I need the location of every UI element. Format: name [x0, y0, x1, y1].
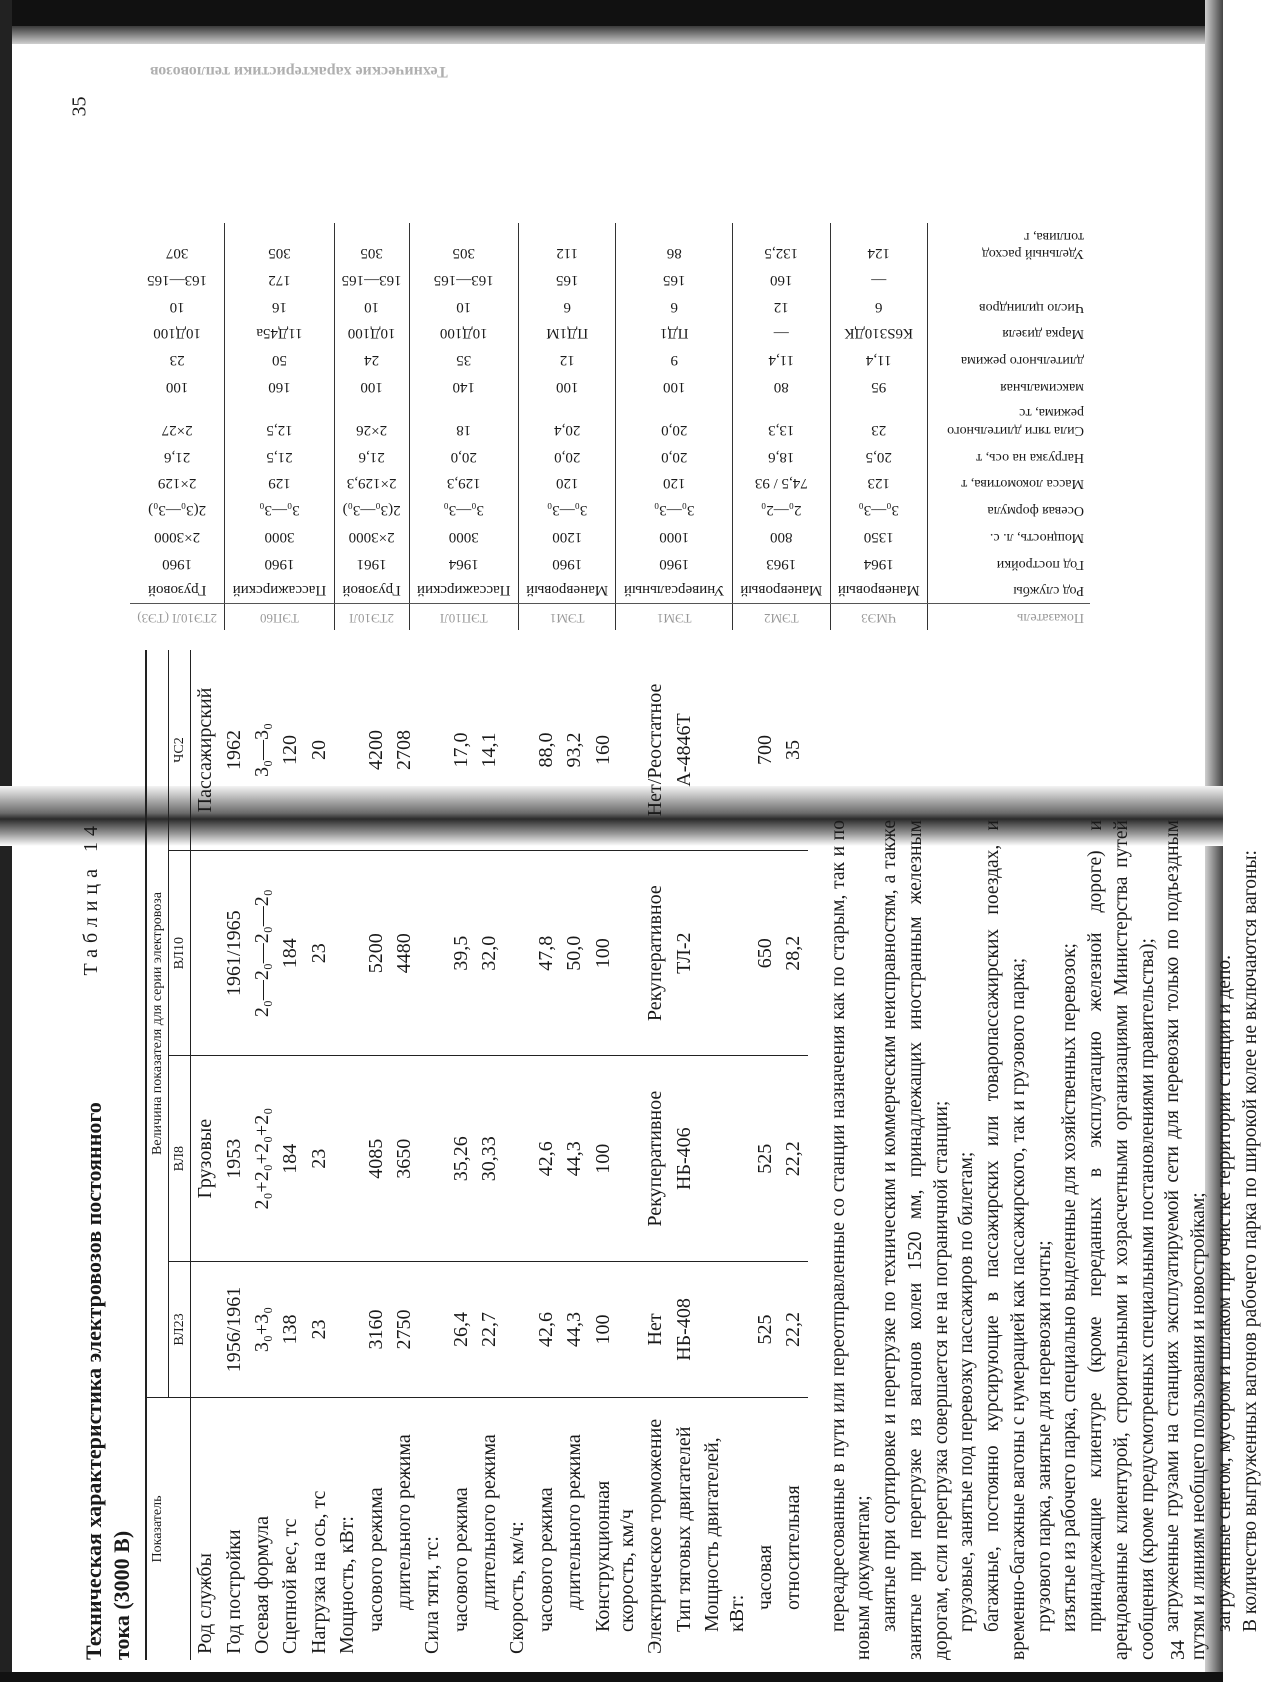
row-label: Масса локомотива, т [961, 476, 1084, 492]
cell: 120 [616, 470, 733, 497]
cell: 10 [130, 293, 225, 320]
table-row [130, 373, 1090, 400]
cell: 21,6 [130, 443, 225, 470]
row-label: Мощность двигателей, кВт: [701, 1437, 748, 1632]
cell: 35 [779, 650, 807, 850]
paragraph: изъятые из рабочего парка, специально выделенные для хозяйственных перевозок; [1059, 943, 1081, 1632]
diesel-locomotive-table [130, 223, 1090, 630]
table-row [130, 470, 1090, 497]
row-label: Год постройки [222, 1529, 245, 1654]
cell: 4085 [362, 1056, 390, 1261]
cell: К6S310ДК [830, 320, 927, 347]
cell: 23 [305, 850, 333, 1055]
cell: НБ-408 [670, 1261, 698, 1397]
cell [418, 1261, 446, 1397]
row-label: Тип тяговых двигателей [672, 1426, 695, 1632]
cell: 10 [409, 293, 518, 320]
cell: 21,5 [225, 443, 334, 470]
cell: 100 [518, 373, 615, 400]
cell [503, 1261, 531, 1397]
cell: 100 [589, 1056, 642, 1261]
table-row [503, 650, 531, 1660]
row-label: Число цилиндров [979, 299, 1084, 315]
row-label: Род службы [194, 1553, 217, 1654]
cell: 123 [830, 470, 927, 497]
cell: 1956/1961 [220, 1261, 248, 1397]
paragraph: В количество выгруженных вагонов рабочего парка по широкой колее не включаются вагоны: [1239, 850, 1261, 1632]
cell: 100 [616, 373, 733, 400]
cell: 3000 [225, 523, 334, 550]
cell: 86 [616, 223, 733, 266]
cell: 20,0 [409, 443, 518, 470]
upper-table [130, 120, 1090, 640]
cell: 26,4 [447, 1261, 475, 1397]
cell: 30,33 [475, 1056, 503, 1261]
cell: 129 [225, 470, 334, 497]
table-body [191, 650, 808, 1660]
series-header: 2ТЭ10Л [334, 604, 409, 630]
cell [503, 850, 531, 1055]
cell: 18 [409, 400, 518, 443]
cell: 305 [409, 223, 518, 266]
table-title: Техническая характеристика электровозов постоянного тока (3000 В) [81, 1102, 134, 1660]
cell: 21,6 [334, 443, 409, 470]
table-row [418, 650, 446, 1660]
cell: 35,26 [447, 1056, 475, 1261]
cell: 95 [830, 373, 927, 400]
row-label [928, 266, 1091, 293]
cell: 32,0 [475, 850, 503, 1055]
cell: 100 [130, 373, 225, 400]
row-label: Марка дизеля [1002, 326, 1084, 342]
cell: Пассажирский [225, 577, 334, 604]
cell: 2₀—2₀ [733, 497, 830, 524]
cell: 3₀—3₀ [830, 497, 927, 524]
cell: 2₀—2₀—2₀—2₀ [248, 850, 276, 1055]
table-row [130, 497, 1090, 524]
cell: 3₀—3₀ [616, 497, 733, 524]
cell: Нет [641, 1261, 669, 1397]
table-row [698, 650, 751, 1660]
cell: 3₀—3₀ [409, 497, 518, 524]
cell: Рекуперативное [641, 850, 669, 1055]
cell: 80 [733, 373, 830, 400]
col-header-group: Величина показателя для серии электровоза [146, 650, 169, 1398]
cell: 1960 [225, 550, 334, 577]
cell: 525 [751, 1056, 779, 1261]
row-label: длительного режима [563, 1434, 586, 1610]
cell: 6 [616, 293, 733, 320]
table-row [130, 550, 1090, 577]
cell: 184 [276, 1056, 304, 1261]
cell: 23 [305, 1261, 333, 1397]
cell: 160 [589, 650, 642, 850]
cell: 20,0 [616, 400, 733, 443]
cell: 17,0 [447, 650, 475, 850]
cell: 20,4 [518, 400, 615, 443]
cell: 140 [409, 373, 518, 400]
table-row [362, 650, 390, 1660]
cell: 1960 [518, 550, 615, 577]
table-row [333, 650, 361, 1660]
cell: Грузовые [191, 1056, 220, 1261]
cell: Нет/Реостатное [641, 650, 669, 850]
row-label: длительного режима [960, 353, 1084, 369]
cell: 120 [518, 470, 615, 497]
cell: Пассажирский [191, 650, 220, 850]
table-row [751, 650, 779, 1660]
cell: 100 [334, 373, 409, 400]
cell: 1961/1965 [220, 850, 248, 1055]
cell: 16 [225, 293, 334, 320]
upper-page-number: 35 [68, 96, 91, 117]
cell: 13,3 [733, 400, 830, 443]
cell: 2(3₀—3₀) [334, 497, 409, 524]
cell: 10Д100 [130, 320, 225, 347]
cell [333, 850, 361, 1055]
cell [503, 1056, 531, 1261]
row-label: Сцепной вес, тс [279, 1518, 302, 1654]
cell: 100 [589, 850, 642, 1055]
table-row [475, 650, 503, 1660]
table-row [130, 577, 1090, 604]
series-header: 2ТЭ10Л (ТЭ3) [130, 604, 225, 630]
cell [333, 650, 361, 850]
cell: — [733, 320, 830, 347]
cell [503, 650, 531, 850]
row-label: Осевая формула [987, 503, 1084, 519]
row-label: Мощность, л. с. [989, 530, 1084, 545]
lower-page-number: 34 [1167, 1640, 1189, 1660]
row-label: максимальная [1000, 380, 1084, 395]
cell: Рекуперативное [641, 1056, 669, 1261]
row-label: часового режима [364, 1487, 387, 1632]
cell: Пассажирский [409, 577, 518, 604]
cell: 160 [733, 266, 830, 293]
cell [698, 650, 751, 850]
table-row [779, 650, 807, 1660]
paragraph: занятые при сортировке и перегрузке по техническим и коммерческим неисправностям, а также занятые при перегрузке из вагонов колеи 1520 мм, принадлежащих иностранным железным дорогам, если перегрузка совершается не на пограничной станции; [879, 820, 952, 1660]
col-header-indicator: Показатель [146, 1398, 191, 1661]
cell: 163—165 [130, 266, 225, 293]
cell: 129,3 [409, 470, 518, 497]
cell: 2×129,3 [334, 470, 409, 497]
cell: Маневровый [830, 577, 927, 604]
cell: 800 [733, 523, 830, 550]
cell: 138 [276, 1261, 304, 1397]
table-row [130, 523, 1090, 550]
table-row [589, 650, 642, 1660]
cell: 44,3 [560, 1261, 588, 1397]
cell: 1964 [409, 550, 518, 577]
electric-locomotive-table [145, 650, 808, 1660]
cell: 132,5 [733, 223, 830, 266]
table-row [220, 650, 248, 1660]
cell: 24 [334, 347, 409, 374]
paragraph: загруженные грузами на станциях эксплуатируемой сети для перевозки только по подъездным путям и линиям необщего пользования и новостройкам; [1162, 820, 1210, 1660]
cell: 42,6 [532, 1261, 560, 1397]
cell: 88,0 [532, 650, 560, 850]
cell: 23 [130, 347, 225, 374]
row-label: часовая [753, 1544, 776, 1610]
table-row [390, 650, 418, 1660]
upper-page-content [68, 63, 1090, 640]
cell: 2×3000 [130, 523, 225, 550]
cell: 2750 [390, 1261, 418, 1397]
cell: 112 [518, 223, 615, 266]
cell: 47,8 [532, 850, 560, 1055]
paragraph: грузового парка, занятые для перевозки почты; [1033, 1240, 1055, 1632]
row-label: Год постройки [996, 556, 1084, 572]
cell: 163—165 [409, 266, 518, 293]
cell [418, 850, 446, 1055]
cell: 3000 [409, 523, 518, 550]
cell: 4200 [362, 650, 390, 850]
table-row [560, 650, 588, 1660]
table-row [130, 223, 1090, 266]
cell: 2×129 [130, 470, 225, 497]
table-row [130, 400, 1090, 443]
cell: 42,6 [532, 1056, 560, 1261]
cell: 2×3000 [334, 523, 409, 550]
cell: НБ-406 [670, 1056, 698, 1261]
cell: 20 [305, 650, 333, 850]
cell: 184 [276, 850, 304, 1055]
table-row [447, 650, 475, 1660]
cell: 12 [733, 293, 830, 320]
cell: 10 [334, 293, 409, 320]
cell: 1200 [518, 523, 615, 550]
table-label: Таблица 14 [80, 820, 102, 976]
row-label: Электрическое торможение [644, 1418, 667, 1654]
cell: 2₀+2₀+2₀+2₀ [248, 1056, 276, 1261]
row-label: Осевая формула [250, 1516, 273, 1654]
cell: 28,2 [779, 850, 807, 1055]
cell: 20,5 [830, 443, 927, 470]
cell: 11,4 [830, 347, 927, 374]
cell: 93,2 [560, 650, 588, 850]
cell: 44,3 [560, 1056, 588, 1261]
cell: 307 [130, 223, 225, 266]
cell: 22,7 [475, 1261, 503, 1397]
series-header: ТЭМ1 [616, 604, 733, 630]
series-header-row [130, 604, 1090, 630]
cell: 1960 [616, 550, 733, 577]
cell: 1961 [334, 550, 409, 577]
cell: 700 [751, 650, 779, 850]
series-header: ТЭП10Л [409, 604, 518, 630]
cell [698, 1261, 751, 1397]
table-row [248, 650, 276, 1660]
series-header: ТЭП60 [225, 604, 334, 630]
row-label: часового режима [449, 1487, 472, 1632]
cell: 305 [225, 223, 334, 266]
row-label: Нагрузка на ось, т [976, 449, 1084, 465]
row-label: Конструкционная скорость, км/ч [591, 1480, 639, 1632]
cell: 23 [305, 1056, 333, 1261]
cell: 525 [751, 1261, 779, 1397]
cell: 124 [830, 223, 927, 266]
cell: Грузовой [130, 577, 225, 604]
cell: 39,5 [447, 850, 475, 1055]
col-header-indicator: Показатель [928, 604, 1091, 630]
cell [698, 850, 751, 1055]
cell: — [830, 266, 927, 293]
cell: 305 [334, 223, 409, 266]
cell: 1964 [830, 550, 927, 577]
series-header: ВЛ8 [169, 1056, 191, 1261]
cell: 1960 [130, 550, 225, 577]
row-label: Сила тяги длительного режима, тс [947, 405, 1084, 438]
cell [333, 1261, 361, 1397]
series-header: ТЭМ1 [518, 604, 615, 630]
cell: 50,0 [560, 850, 588, 1055]
cell: 1953 [220, 1056, 248, 1261]
cell: 14,1 [475, 650, 503, 850]
row-label: Мощность, кВт: [336, 1516, 359, 1654]
table-row [641, 650, 669, 1660]
cell: Маневровый [733, 577, 830, 604]
cell: 3₀—3₀ [518, 497, 615, 524]
cell: 2708 [390, 650, 418, 850]
cell: 22,2 [779, 1261, 807, 1397]
cell: 160 [225, 373, 334, 400]
table-row [532, 650, 560, 1660]
series-header: ТЭМ2 [733, 604, 830, 630]
cell [418, 650, 446, 850]
series-header: ВЛ23 [169, 1261, 191, 1397]
cell: 100 [589, 1261, 642, 1397]
cell: 23 [830, 400, 927, 443]
cell: 20,0 [616, 443, 733, 470]
cell: 12,5 [225, 400, 334, 443]
table-row [130, 266, 1090, 293]
row-label: Удельный расход топлива, г [982, 228, 1084, 262]
cell: 50 [225, 347, 334, 374]
row-label: Нагрузка на ось, тс [307, 1490, 330, 1654]
cell: Универсальный [616, 577, 733, 604]
table-row [305, 650, 333, 1660]
paragraph: принадлежащие клиентуре (кроме переданных в эксплуатацию железной дороге) и арендованные клиентурой, строительными и хозрасчетными организациями Министерства путей сообщения (кроме предусмотренных специальными постановлениями правительства); [1085, 820, 1158, 1660]
cell: 1962 [220, 650, 248, 850]
cell: 650 [751, 850, 779, 1055]
row-label: длительного режима [392, 1434, 415, 1610]
series-header: ЧМЭ3 [830, 604, 927, 630]
cell: 3₀—3₀ [248, 650, 276, 850]
paragraph: переадресованные в пути или переотправленные со станции назначения как по старым, так и по новым документам; [827, 820, 875, 1660]
cell: Маневровый [518, 577, 615, 604]
cell: ПД1 [616, 320, 733, 347]
cell: 165 [616, 266, 733, 293]
cell: 6 [518, 293, 615, 320]
cell: 1963 [733, 550, 830, 577]
paragraph: загруженные снегом, мусором и шлаком при очистке территории станции и депо. [1213, 954, 1235, 1632]
row-label: Скорость, км/ч: [506, 1521, 529, 1654]
cell: 1000 [616, 523, 733, 550]
cell: 10Д100 [334, 320, 409, 347]
cell: 1350 [830, 523, 927, 550]
cell: 5200 [362, 850, 390, 1055]
cell: 3650 [390, 1056, 418, 1261]
cell [191, 850, 220, 1055]
cell [698, 1056, 751, 1261]
cell: ПД1М [518, 320, 615, 347]
cell: 9 [616, 347, 733, 374]
row-label: часового режима [534, 1487, 557, 1632]
cell: 6 [830, 293, 927, 320]
cell: Грузовой [334, 577, 409, 604]
cell: 4480 [390, 850, 418, 1055]
cell: 22,2 [779, 1056, 807, 1261]
cell: 163—165 [334, 266, 409, 293]
table-row [276, 650, 304, 1660]
body-text [826, 820, 1263, 1660]
row-label: Сила тяги, тс: [421, 1536, 444, 1654]
table-row [130, 347, 1090, 374]
cell: 11,4 [733, 347, 830, 374]
cell: 74,5 / 93 [733, 470, 830, 497]
table-row [130, 443, 1090, 470]
cell [191, 1261, 220, 1397]
series-header: ВЛ10 [169, 850, 191, 1055]
cell: 3₀+3₀ [248, 1261, 276, 1397]
cell: 2×27 [130, 400, 225, 443]
table-row [670, 650, 698, 1660]
cell: 20,0 [518, 443, 615, 470]
row-label: Род службы [1013, 583, 1084, 599]
cell: 3160 [362, 1261, 390, 1397]
table-row [191, 650, 220, 1660]
paragraph: багажные, постоянно курсирующие в пассажирских или товаропассажирских поездах, и временно-багажные вагоны с нумерацией как пассажирского, так и грузового парка; [982, 820, 1029, 1660]
cell: 10Д100 [409, 320, 518, 347]
cell: А-4846Т [670, 650, 698, 850]
cell: 120 [276, 650, 304, 850]
table-row [130, 320, 1090, 347]
cell: 3₀—3₀ [225, 497, 334, 524]
cell: ТЛ-2 [670, 850, 698, 1055]
cell: 18,6 [733, 443, 830, 470]
cell: 2×26 [334, 400, 409, 443]
paragraph: грузовые, занятые под перевозку пассажиров по билетам; [956, 1151, 978, 1632]
cell: 12 [518, 347, 615, 374]
row-label: длительного режима [478, 1434, 501, 1610]
scan-border-bottom [0, 1672, 1223, 1682]
cell: 11Д45а [225, 320, 334, 347]
cell: 2(3₀—3₀) [130, 497, 225, 524]
cell: 35 [409, 347, 518, 374]
cell [418, 1056, 446, 1261]
series-header: ЧС2 [169, 650, 191, 850]
row-label: относительная [782, 1485, 805, 1610]
lower-page [80, 683, 1261, 1660]
cell: 165 [518, 266, 615, 293]
cell: 172 [225, 266, 334, 293]
table-row [130, 293, 1090, 320]
cell [333, 1056, 361, 1261]
upper-faded-caption: Технические характеристики тепловозов [150, 63, 448, 80]
